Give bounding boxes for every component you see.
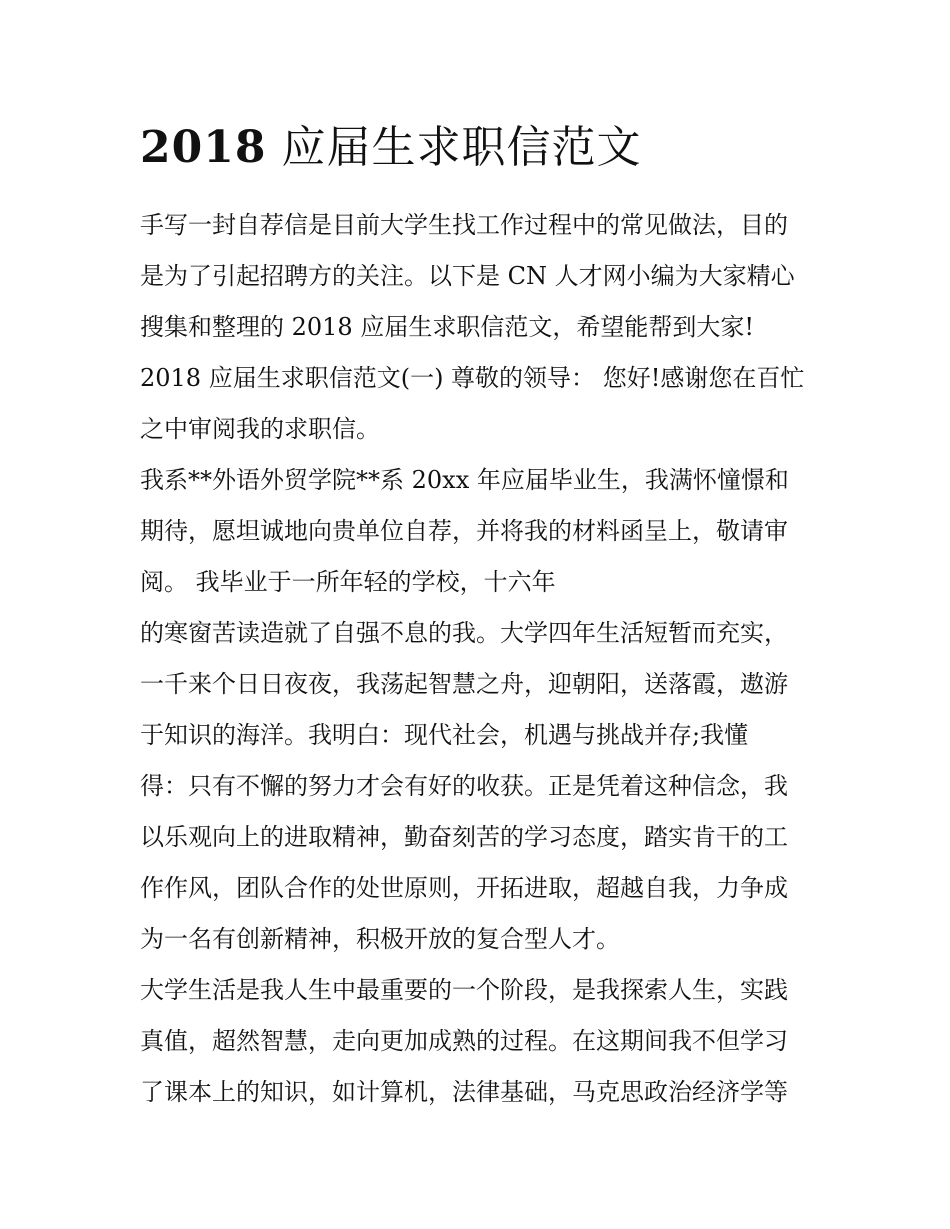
text-line: 2018 应届生求职信范文(一) 尊敬的领导： 您好!感谢您在百忙 — [140, 364, 805, 392]
text-line: 一千来个日日夜夜，我荡起智慧之舟，迎朝阳，送落霞，遨游 — [140, 670, 788, 698]
document-body — [140, 200, 830, 1118]
text-line: 是为了引起招聘方的关注。以下是 CN 人才网小编为大家精心 — [140, 262, 795, 290]
page-title — [140, 118, 641, 178]
text-line: 我系**外语外贸学院**系 20xx 年应届毕业生，我满怀憧憬和 — [140, 466, 789, 494]
title-year: 2018 — [140, 122, 267, 173]
text-line: 之中审阅我的求职信。 — [140, 415, 380, 443]
text-line: 为一名有创新精神，积极开放的复合型人才。 — [140, 925, 620, 953]
text-line: 期待，愿坦诚地向贵单位自荐，并将我的材料函呈上，敬请审 — [140, 517, 788, 545]
text-line: 了课本上的知识，如计算机，法律基础，马克思政治经济学等 — [140, 1078, 788, 1106]
title-text: 应届生求职信范文 — [266, 122, 642, 173]
text-line: 于知识的海洋。我明白：现代社会，机遇与挑战并存;我懂 — [140, 721, 749, 749]
text-line: 阅。 我毕业于一所年轻的学校，十六年 — [140, 568, 556, 596]
text-line: 搜集和整理的 2018 应届生求职信范文，希望能帮到大家! — [140, 313, 754, 341]
text-line: 的寒窗苦读造就了自强不息的我。大学四年生活短暂而充实， — [140, 619, 788, 647]
text-line: 以乐观向上的进取精神，勤奋刻苦的学习态度，踏实肯干的工 — [140, 823, 788, 851]
text-line: 作作风，团队合作的处世原则，开拓进取，超越自我，力争成 — [140, 874, 788, 902]
text-line: 手写一封自荐信是目前大学生找工作过程中的常见做法，目的 — [140, 211, 788, 239]
text-line: 真值，超然智慧，走向更加成熟的过程。在这期间我不但学习 — [140, 1027, 788, 1055]
text-line: 大学生活是我人生中最重要的一个阶段，是我探索人生，实践 — [140, 976, 788, 1004]
text-line: 得：只有不懈的努力才会有好的收获。正是凭着这种信念，我 — [140, 772, 788, 800]
